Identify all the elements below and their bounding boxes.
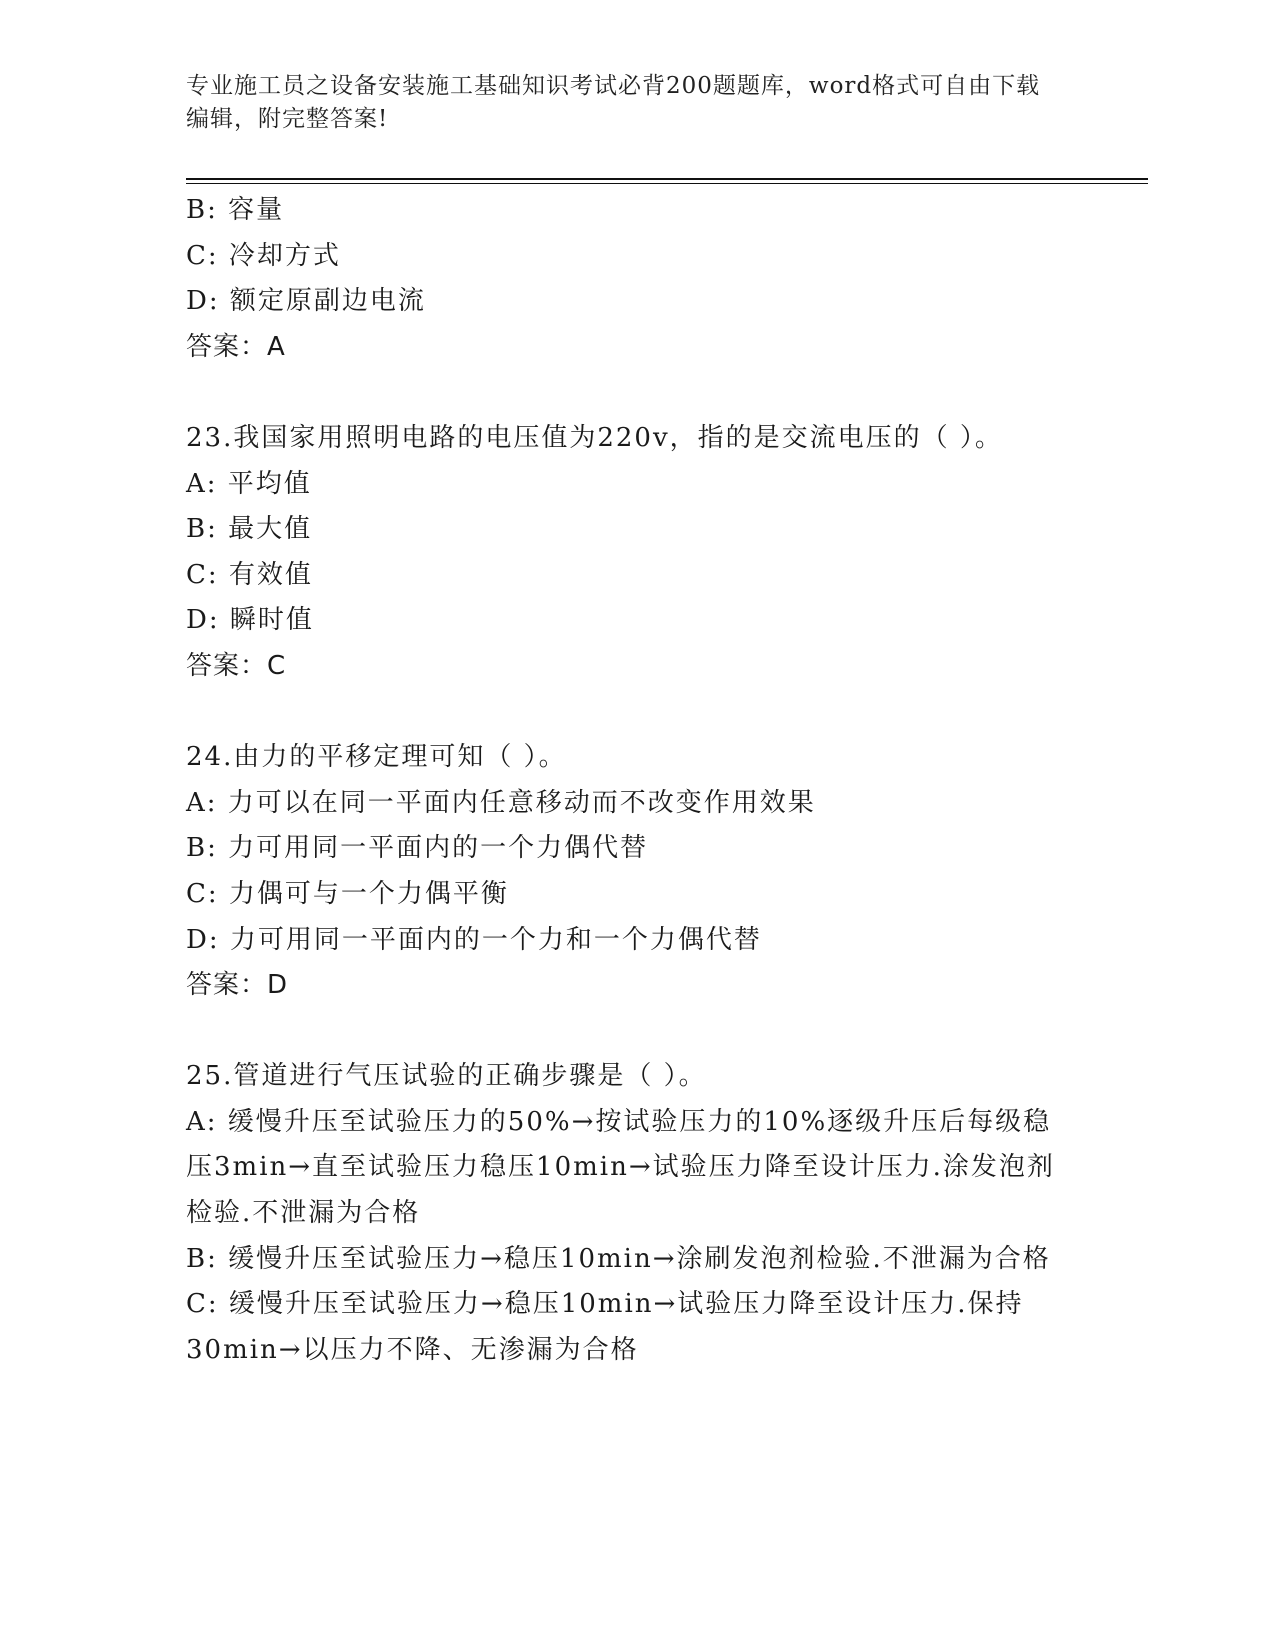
option-c — [186, 1282, 1148, 1373]
header-line-2: 编辑，附完整答案! — [186, 106, 389, 132]
option-b: B: 力可用同一平面内的一个力偶代替 — [186, 833, 649, 864]
question-24 — [186, 735, 1148, 1009]
document-header — [186, 70, 1066, 136]
option-c-line-1: C: 缓慢升压至试验压力→稳压10min→试验压力降至设计压力.保持 — [186, 1289, 1024, 1320]
question-23 — [186, 416, 1148, 690]
option-a-line-3: 检验.不泄漏为合格 — [186, 1198, 421, 1229]
answer-line: 答案：A — [186, 331, 286, 362]
option-d: D: 力可用同一平面内的一个力和一个力偶代替 — [186, 924, 762, 955]
option-a — [186, 1100, 1148, 1237]
question-25 — [186, 1054, 1148, 1373]
question-stem: 23.我国家用照明电路的电压值为220v，指的是交流电压的（ ）。 — [186, 422, 1003, 453]
question-stem: 24.由力的平移定理可知（ ）。 — [186, 742, 567, 773]
answer-line: 答案：D — [186, 970, 289, 1001]
spacer — [186, 690, 1148, 736]
answer-line: 答案：C — [186, 650, 287, 681]
option-b: B: 最大值 — [186, 514, 313, 545]
option-c: C: 有效值 — [186, 559, 313, 590]
option-a: A: 平均值 — [186, 468, 312, 499]
question-list — [186, 188, 1148, 1373]
spacer — [186, 370, 1148, 416]
option-b: B: 容量 — [186, 195, 285, 225]
option-d: D: 额定原副边电流 — [186, 286, 426, 317]
question-stem: 25.管道进行气压试验的正确步骤是（ ）。 — [186, 1061, 707, 1092]
option-b: B: 缓慢升压至试验压力→稳压10min→涂刷发泡剂检验.不泄漏为合格 — [186, 1243, 1051, 1274]
option-d: D: 瞬时值 — [186, 605, 314, 636]
header-divider-thick — [186, 178, 1148, 180]
option-a: A: 力可以在同一平面内任意移动而不改变作用效果 — [186, 787, 816, 818]
option-c: C: 力偶可与一个力偶平衡 — [186, 878, 509, 909]
question-22-tail — [186, 188, 1148, 370]
header-divider-thin — [186, 183, 1148, 184]
option-a-line-1: A: 缓慢升压至试验压力的50%→按试验压力的10%逐级升压后每级稳 — [186, 1106, 1052, 1137]
option-a-line-2: 压3min→直至试验压力稳压10min→试验压力降至设计压力.涂发泡剂 — [186, 1152, 1055, 1183]
spacer — [186, 1009, 1148, 1055]
header-line-1: 专业施工员之设备安装施工基础知识考试必背200题题库，word格式可自由下载 — [186, 73, 1041, 99]
option-c-line-2: 30min→以压力不降、无渗漏为合格 — [186, 1334, 639, 1365]
option-c: C: 冷却方式 — [186, 240, 341, 271]
